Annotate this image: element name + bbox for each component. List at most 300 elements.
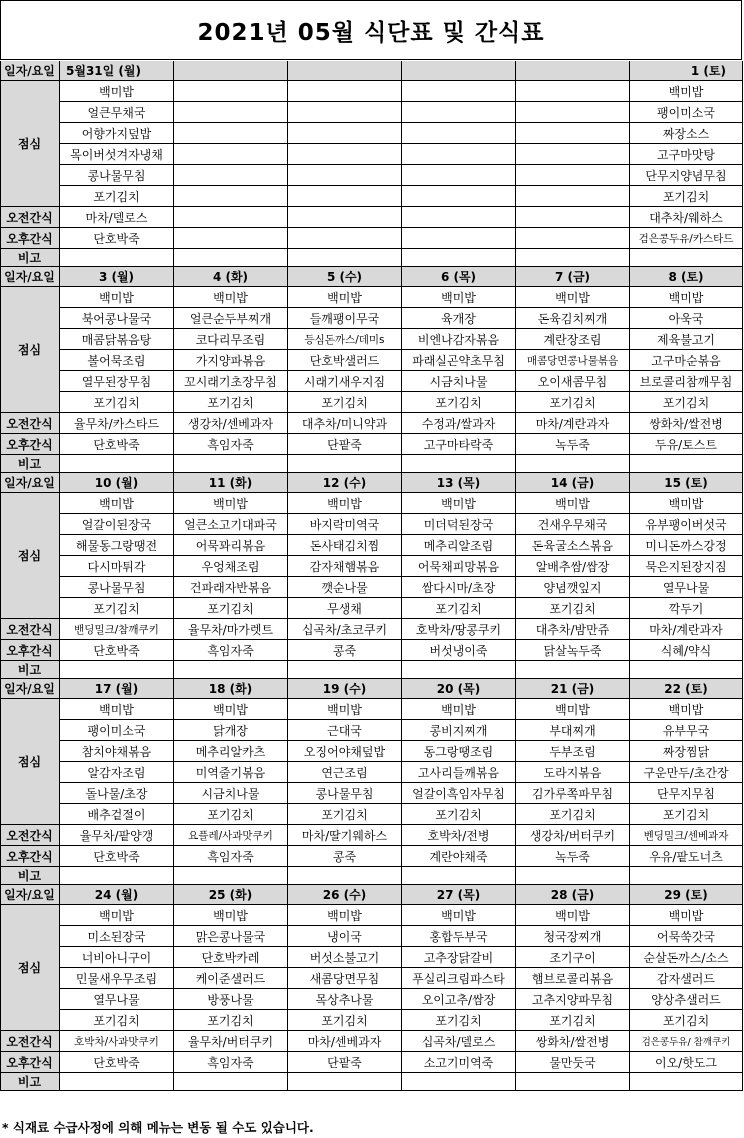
pm-snack [288, 228, 402, 249]
menu-item: 백미밥 [60, 287, 174, 308]
note-cell [60, 661, 174, 679]
menu-item: 육개장 [402, 308, 516, 329]
pm-snack: 버섯냉이죽 [402, 640, 516, 661]
day-header: 28 (금) [516, 885, 630, 905]
note-cell [516, 661, 630, 679]
menu-item: 포기김치 [630, 392, 743, 413]
note-cell [288, 1073, 402, 1091]
menu-item: 백미밥 [630, 493, 743, 514]
menu-item: 백미밥 [402, 287, 516, 308]
pm-snack [174, 228, 288, 249]
menu-item: 북어콩나물국 [60, 308, 174, 329]
menu-item: 콩나물무침 [60, 165, 174, 186]
menu-item: 얼큰순두부찌개 [174, 308, 288, 329]
am-snack: 율무차/카스타드 [60, 413, 174, 434]
note-cell [516, 867, 630, 885]
menu-item: 백미밥 [402, 493, 516, 514]
lunch-label: 점심 [0, 493, 60, 619]
pm-snack: 단호박죽 [60, 1052, 174, 1073]
menu-item: 얼갈이흑임자무침 [402, 783, 516, 804]
menu-item: 도라지볶음 [516, 762, 630, 783]
day-header: 11 (화) [174, 473, 288, 493]
menu-item [516, 144, 630, 165]
pm-snack: 단호박죽 [60, 846, 174, 867]
menu-item: 백미밥 [288, 493, 402, 514]
pm-snack: 단팥죽 [288, 1052, 402, 1073]
menu-item: 목이버섯겨자냉채 [60, 144, 174, 165]
note-cell [174, 455, 288, 473]
note-cell [288, 455, 402, 473]
menu-item: 순살돈까스/소스 [630, 947, 743, 968]
am-snack: 마차/센베과자 [288, 1031, 402, 1052]
menu-item [402, 165, 516, 186]
am-snack: 수정과/쌀과자 [402, 413, 516, 434]
pm-snack: 닭살녹두죽 [516, 640, 630, 661]
menu-item: 햄브로콜리볶음 [516, 968, 630, 989]
note-cell [402, 867, 516, 885]
menu-item [174, 81, 288, 102]
menu-item [288, 144, 402, 165]
menu-item: 포기김치 [402, 1010, 516, 1031]
menu-item: 어향가지덮밥 [60, 123, 174, 144]
lunch-label: 점심 [0, 905, 60, 1031]
menu-item: 얼갈이된장국 [60, 514, 174, 535]
menu-item: 시금치나물 [174, 783, 288, 804]
pm-snack: 계란야채죽 [402, 846, 516, 867]
menu-item [174, 102, 288, 123]
pm-snack: 식혜/약식 [630, 640, 743, 661]
am-snack: 호박차/땅콩쿠키 [402, 619, 516, 640]
date-day-label: 일자/요일 [0, 473, 60, 493]
am-snack: 대추차/밤만쥬 [516, 619, 630, 640]
day-header: 8 (토) [630, 267, 743, 287]
am-snack: 요플레/사과맛쿠키 [174, 825, 288, 846]
menu-item [174, 186, 288, 207]
menu-item: 어묵꽈리볶음 [174, 535, 288, 556]
menu-item: 깍두기 [630, 598, 743, 619]
pm-snack: 우유/팥도너츠 [630, 846, 743, 867]
am-snack: 대추차/웨하스 [630, 207, 743, 228]
menu-item [516, 81, 630, 102]
note-cell [402, 661, 516, 679]
note-cell [60, 867, 174, 885]
pm-snack: 두유/토스트 [630, 434, 743, 455]
menu-item [516, 165, 630, 186]
menu-item [288, 123, 402, 144]
menu-item: 미소된장국 [60, 926, 174, 947]
day-header: 17 (월) [60, 679, 174, 699]
menu-item: 미더덕된장국 [402, 514, 516, 535]
menu-item [288, 81, 402, 102]
menu-item: 포기김치 [174, 1010, 288, 1031]
menu-item: 너비아니구이 [60, 947, 174, 968]
menu-item: 콩비지찌개 [402, 720, 516, 741]
menu-item: 백미밥 [516, 905, 630, 926]
menu-item: 포기김치 [402, 392, 516, 413]
day-header: 5월31일 (월) [60, 61, 174, 81]
pm-snack: 단팥죽 [288, 434, 402, 455]
menu-item: 고추장닭갈비 [402, 947, 516, 968]
menu-item: 가지양파볶음 [174, 350, 288, 371]
menu-item: 백미밥 [630, 905, 743, 926]
note-label: 비고 [0, 455, 60, 473]
menu-item: 목상추나물 [288, 989, 402, 1010]
pm-snack-label: 오후간식 [0, 1052, 60, 1073]
note-cell [288, 867, 402, 885]
note-cell [516, 1073, 630, 1091]
menu-item: 돈육김치찌개 [516, 308, 630, 329]
menu-item: 포기김치 [174, 392, 288, 413]
menu-item: 백미밥 [288, 905, 402, 926]
menu-item: 포기김치 [402, 804, 516, 825]
menu-table [0, 61, 743, 1116]
menu-item [516, 102, 630, 123]
menu-item: 매콤닭볶음탕 [60, 329, 174, 350]
menu-item: 얼큰무채국 [60, 102, 174, 123]
menu-item [516, 186, 630, 207]
menu-item: 백미밥 [630, 699, 743, 720]
menu-item: 바지락미역국 [288, 514, 402, 535]
menu-item: 고추지양파무침 [516, 989, 630, 1010]
am-snack-label: 오전간식 [0, 413, 60, 434]
note-cell [630, 867, 743, 885]
menu-item: 아욱국 [630, 308, 743, 329]
menu-item: 포기김치 [402, 598, 516, 619]
menu-item: 백미밥 [174, 493, 288, 514]
menu-item: 맑은콩나물국 [174, 926, 288, 947]
menu-item: 포기김치 [60, 186, 174, 207]
pm-snack: 단호박죽 [60, 640, 174, 661]
menu-item: 콩나물무침 [288, 783, 402, 804]
menu-item: 백미밥 [402, 699, 516, 720]
pm-snack: 콩죽 [288, 846, 402, 867]
pm-snack: 흑임자죽 [174, 1052, 288, 1073]
note-cell [630, 249, 743, 267]
menu-item: 양상추샐러드 [630, 989, 743, 1010]
menu-item: 쌈다시마/초장 [402, 577, 516, 598]
menu-item [174, 144, 288, 165]
menu-item: 케이준샐러드 [174, 968, 288, 989]
menu-item: 근대국 [288, 720, 402, 741]
menu-item: 청국장찌개 [516, 926, 630, 947]
menu-item: 유부팽이버섯국 [630, 514, 743, 535]
note-cell [174, 249, 288, 267]
pm-snack: 단호박죽 [60, 434, 174, 455]
am-snack: 호박차/전병 [402, 825, 516, 846]
menu-item: 백미밥 [402, 905, 516, 926]
menu-item [516, 123, 630, 144]
menu-item: 시래기새우지짐 [288, 371, 402, 392]
day-header: 21 (금) [516, 679, 630, 699]
menu-item: 미역줄기볶음 [174, 762, 288, 783]
menu-item: 백미밥 [174, 699, 288, 720]
menu-item: 홍합두부국 [402, 926, 516, 947]
menu-item: 백미밥 [630, 287, 743, 308]
pm-snack: 소고기미역죽 [402, 1052, 516, 1073]
menu-item: 포기김치 [174, 804, 288, 825]
pm-snack [402, 228, 516, 249]
am-snack: 율무차/팥양갱 [60, 825, 174, 846]
menu-item: 포기김치 [630, 186, 743, 207]
day-header [402, 61, 516, 81]
menu-item: 열무나물 [630, 577, 743, 598]
menu-item [288, 165, 402, 186]
note-cell [60, 455, 174, 473]
menu-item [288, 102, 402, 123]
menu-item: 포기김치 [288, 804, 402, 825]
note-label: 비고 [0, 249, 60, 267]
note-cell [174, 661, 288, 679]
am-snack: 쌍화차/쌀전병 [516, 1031, 630, 1052]
pm-snack-label: 오후간식 [0, 640, 60, 661]
am-snack: 십곡차/초코쿠키 [288, 619, 402, 640]
day-header: 13 (목) [402, 473, 516, 493]
note-label: 비고 [0, 1073, 60, 1091]
day-header [288, 61, 402, 81]
am-snack: 마차/계란과자 [516, 413, 630, 434]
menu-item: 돌나물/초장 [60, 783, 174, 804]
menu-item: 다시마튀각 [60, 556, 174, 577]
pm-snack-label: 오후간식 [0, 228, 60, 249]
day-header: 6 (목) [402, 267, 516, 287]
menu-item: 오징어야채덮밥 [288, 741, 402, 762]
note-cell [402, 455, 516, 473]
am-snack: 생강차/버터쿠키 [516, 825, 630, 846]
day-header: 1 (토) [630, 61, 743, 81]
am-snack: 율무차/마가렛트 [174, 619, 288, 640]
menu-item: 메추리알조림 [402, 535, 516, 556]
date-day-label: 일자/요일 [0, 61, 60, 81]
date-day-label: 일자/요일 [0, 267, 60, 287]
menu-item: 양념깻잎지 [516, 577, 630, 598]
menu-item: 백미밥 [288, 287, 402, 308]
menu-item: 오이새콤무침 [516, 371, 630, 392]
am-snack: 생강차/센베과자 [174, 413, 288, 434]
menu-item: 동그랑땡조림 [402, 741, 516, 762]
note-cell [516, 249, 630, 267]
am-snack: 호박차/사과맛쿠키 [60, 1031, 174, 1052]
menu-item: 매콤당면콩나물볶음 [516, 350, 630, 371]
day-header: 12 (수) [288, 473, 402, 493]
day-header: 29 (토) [630, 885, 743, 905]
am-snack [516, 207, 630, 228]
menu-item: 고구마순볶음 [630, 350, 743, 371]
menu-item: 짜장소스 [630, 123, 743, 144]
pm-snack-label: 오후간식 [0, 846, 60, 867]
menu-item: 백미밥 [516, 699, 630, 720]
note-cell [402, 1073, 516, 1091]
menu-item: 백미밥 [516, 287, 630, 308]
pm-snack: 이오/핫도그 [630, 1052, 743, 1073]
menu-item: 건새우무채국 [516, 514, 630, 535]
menu-item: 제육불고기 [630, 329, 743, 350]
am-snack: 마차/계란과자 [630, 619, 743, 640]
menu-item: 감자샐러드 [630, 968, 743, 989]
day-header [516, 61, 630, 81]
menu-item: 묵은지된장지짐 [630, 556, 743, 577]
day-header: 5 (수) [288, 267, 402, 287]
day-header: 22 (토) [630, 679, 743, 699]
am-snack: 쌍화차/쌀전병 [630, 413, 743, 434]
am-snack: 마차/델로스 [60, 207, 174, 228]
menu-item: 파래실곤약초무침 [402, 350, 516, 371]
note-label: 비고 [0, 661, 60, 679]
menu-item: 백미밥 [60, 905, 174, 926]
pm-snack: 흑임자죽 [174, 434, 288, 455]
menu-item [402, 144, 516, 165]
note-cell [516, 455, 630, 473]
menu-item: 비엔나감자볶음 [402, 329, 516, 350]
day-header: 25 (화) [174, 885, 288, 905]
menu-item: 알감자조림 [60, 762, 174, 783]
menu-item: 어묵쑥갓국 [630, 926, 743, 947]
menu-item: 볼어묵조림 [60, 350, 174, 371]
menu-item: 팽이미소국 [60, 720, 174, 741]
menu-item: 돈육굴소스볶음 [516, 535, 630, 556]
menu-item: 어묵채피망볶음 [402, 556, 516, 577]
menu-item: 고구마맛탕 [630, 144, 743, 165]
date-day-label: 일자/요일 [0, 679, 60, 699]
lunch-label: 점심 [0, 287, 60, 413]
menu-item: 두부조림 [516, 741, 630, 762]
day-header: 20 (목) [402, 679, 516, 699]
am-snack: 율무차/버터쿠키 [174, 1031, 288, 1052]
menu-item: 버섯소불고기 [288, 947, 402, 968]
menu-item: 계란장조림 [516, 329, 630, 350]
menu-item [402, 123, 516, 144]
menu-item: 백미밥 [516, 493, 630, 514]
day-header: 26 (수) [288, 885, 402, 905]
menu-item [402, 102, 516, 123]
day-header: 14 (금) [516, 473, 630, 493]
menu-item: 구운만두/초간장 [630, 762, 743, 783]
menu-item: 단호박샐러드 [288, 350, 402, 371]
menu-item: 백미밥 [174, 905, 288, 926]
menu-item: 포기김치 [516, 392, 630, 413]
am-snack: 밴딩밀크/참깨쿠키 [60, 619, 174, 640]
pm-snack: 검은콩두유/카스타드 [630, 228, 743, 249]
pm-snack: 단호박죽 [60, 228, 174, 249]
menu-item: 포기김치 [60, 598, 174, 619]
date-day-label: 일자/요일 [0, 885, 60, 905]
menu-item: 포기김치 [516, 1010, 630, 1031]
menu-item: 단호박카레 [174, 947, 288, 968]
note-cell [630, 1073, 743, 1091]
menu-item: 백미밥 [60, 81, 174, 102]
am-snack-label: 오전간식 [0, 825, 60, 846]
day-header: 18 (화) [174, 679, 288, 699]
menu-item: 열무나물 [60, 989, 174, 1010]
table-left-border [0, 61, 1, 1091]
note-cell [630, 661, 743, 679]
menu-item: 방풍나물 [174, 989, 288, 1010]
pm-snack: 흑임자죽 [174, 846, 288, 867]
menu-item: 건파래자반볶음 [174, 577, 288, 598]
note-cell [630, 455, 743, 473]
menu-item: 포기김치 [60, 1010, 174, 1031]
menu-item: 우엉채조림 [174, 556, 288, 577]
am-snack [288, 207, 402, 228]
menu-item: 포기김치 [60, 392, 174, 413]
menu-item: 민물새우무조림 [60, 968, 174, 989]
menu-item: 알배추쌈/쌈장 [516, 556, 630, 577]
menu-item: 오이고추/쌈장 [402, 989, 516, 1010]
menu-item: 고사리들깨볶음 [402, 762, 516, 783]
day-header: 4 (화) [174, 267, 288, 287]
menu-item: 얼큰소고기대파국 [174, 514, 288, 535]
menu-item: 푸실리크림파스타 [402, 968, 516, 989]
menu-item: 미니돈까스강정 [630, 535, 743, 556]
menu-item: 브로콜리참깨무침 [630, 371, 743, 392]
menu-item: 새콤당면무침 [288, 968, 402, 989]
pm-snack: 고구마타락죽 [402, 434, 516, 455]
menu-item: 조기구이 [516, 947, 630, 968]
am-snack-label: 오전간식 [0, 207, 60, 228]
menu-item: 백미밥 [60, 699, 174, 720]
menu-item: 참치야채볶음 [60, 741, 174, 762]
pm-snack: 녹두죽 [516, 846, 630, 867]
day-header: 15 (토) [630, 473, 743, 493]
menu-item: 열무된장무침 [60, 371, 174, 392]
menu-item: 메추리알카츠 [174, 741, 288, 762]
menu-item: 돈사태김치찜 [288, 535, 402, 556]
note-cell [402, 249, 516, 267]
menu-item: 백미밥 [174, 287, 288, 308]
note-cell [288, 249, 402, 267]
menu-item: 들깨팽이무국 [288, 308, 402, 329]
menu-item [288, 186, 402, 207]
pm-snack: 콩죽 [288, 640, 402, 661]
menu-item: 감자채햄볶음 [288, 556, 402, 577]
note-cell [288, 661, 402, 679]
menu-item: 포기김치 [174, 598, 288, 619]
pm-snack: 물만둣국 [516, 1052, 630, 1073]
menu-item: 포기김치 [516, 804, 630, 825]
pm-snack: 녹두죽 [516, 434, 630, 455]
menu-item: 포기김치 [288, 1010, 402, 1031]
pm-snack [516, 228, 630, 249]
menu-item: 단무지무침 [630, 783, 743, 804]
day-header: 10 (월) [60, 473, 174, 493]
menu-item: 연근조림 [288, 762, 402, 783]
day-header: 27 (목) [402, 885, 516, 905]
pm-snack: 흑임자죽 [174, 640, 288, 661]
pm-snack-label: 오후간식 [0, 434, 60, 455]
menu-item: 콩나물무침 [60, 577, 174, 598]
menu-item: 백미밥 [288, 699, 402, 720]
menu-item: 해물동그랑땡전 [60, 535, 174, 556]
menu-item: 포기김치 [516, 598, 630, 619]
note-cell [60, 249, 174, 267]
am-snack: 검은콩두유/ 참깨쿠키 [630, 1031, 743, 1052]
day-header: 3 (월) [60, 267, 174, 287]
am-snack: 벤딩밀크/센베과자 [630, 825, 743, 846]
am-snack [174, 207, 288, 228]
menu-item: 시금치나물 [402, 371, 516, 392]
page-title: 2021년 05월 식단표 및 간식표 [0, 0, 742, 60]
am-snack: 십곡차/델로스 [402, 1031, 516, 1052]
menu-item: 냉이국 [288, 926, 402, 947]
am-snack-label: 오전간식 [0, 1031, 60, 1052]
note-cell [174, 1073, 288, 1091]
day-header [174, 61, 288, 81]
menu-item: 백미밥 [630, 81, 743, 102]
menu-item: 단무지양념무침 [630, 165, 743, 186]
menu-item: 무생채 [288, 598, 402, 619]
menu-item: 꼬시래기초장무침 [174, 371, 288, 392]
lunch-label: 점심 [0, 81, 60, 207]
menu-item [174, 123, 288, 144]
